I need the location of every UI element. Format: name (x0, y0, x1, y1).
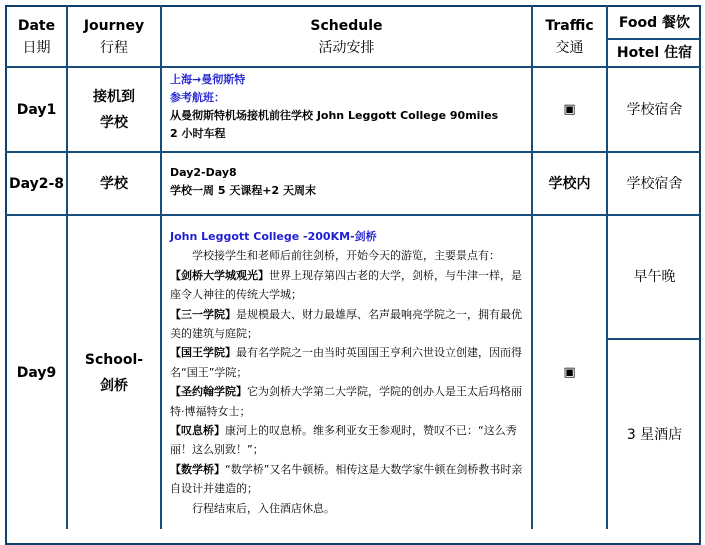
header-journey-en: Journey (83, 17, 145, 34)
day9-route: John Leggott College -200KM-剑桥 (170, 230, 377, 243)
day9-item-cambridge-key: 【剑桥大学城观光】 (170, 268, 269, 282)
day9-item-sighs (170, 421, 526, 460)
day9-item-trinity-text: 是规模最大、财力最雄厚、名声最响亮学院之一，拥有最优美的建筑与庭院； (170, 307, 522, 341)
header-schedule-zh: 活动安排 (318, 39, 375, 56)
day1-journey (68, 68, 160, 151)
day9-item-trinity-key: 【三一学院】 (170, 307, 236, 321)
day1-route: 上海→曼彻斯特 (170, 73, 246, 86)
day1-stay (608, 68, 701, 151)
header-traffic-zh: 交通 (555, 39, 584, 56)
day9-item-trinity (170, 305, 526, 344)
header-hotel-label: Hotel 住宿 (616, 45, 693, 61)
bus-icon: ▣ (563, 102, 576, 117)
header-food (608, 7, 701, 38)
bus-icon: ▣ (563, 365, 576, 380)
day2-8-date-label: Day2-8 (8, 175, 65, 192)
day2-8-courses: 学校一周 5 天课程+2 天周末 (170, 184, 317, 197)
day9-end: 行程结束后，入住酒店休息。 (192, 501, 335, 515)
day1-drive-time: 2 小时车程 (170, 127, 226, 140)
day2-8-range: Day2-Day8 (170, 166, 237, 179)
day2-8-journey (68, 153, 160, 214)
day1-date (7, 68, 66, 151)
day9-item-stjohns-text: 它为剑桥大学第二大学院，学院的创办人是王太后玛格丽特·博福特女士； (170, 385, 522, 418)
day9-item-stjohns (170, 382, 526, 421)
grid-line (160, 5, 162, 529)
day9-journey-line1: School- (84, 351, 144, 368)
day9-item-stjohns-key: 【圣约翰学院】 (170, 385, 247, 399)
day9-item-math-bridge (170, 460, 526, 499)
header-schedule-en: Schedule (310, 17, 383, 34)
day1-transfer: 从曼彻斯特机场接机前往学校 John Leggott College 90miles (170, 109, 499, 122)
day9-item-kings-text: 最有名学院之一由当时英国国王亨利六世设立创建，因而得名“国王”学院； (170, 346, 522, 379)
day9-traffic (533, 216, 606, 529)
header-traffic-en: Traffic (545, 17, 594, 34)
day1-date-label: Day1 (16, 101, 57, 118)
day9-date-label: Day9 (16, 364, 57, 381)
day9-item-math-bridge-key: 【数学桥】 (170, 462, 225, 476)
day2-8-stay-label: 学校宿舍 (626, 175, 683, 192)
day9-journey-line2: 剑桥 (100, 377, 128, 394)
day2-8-schedule (170, 164, 528, 200)
day9-hotel-label: 3 星酒店 (626, 426, 683, 443)
header-date (7, 7, 66, 66)
day9-item-math-bridge-text: “数学桥”又名牛顿桥。相传这是大数学家牛顿在剑桥教书时亲自设计并建造的； (170, 462, 523, 496)
day9-item-sighs-key: 【叹息桥】 (170, 424, 225, 438)
day9-date (7, 216, 66, 529)
header-journey-zh: 行程 (100, 39, 128, 56)
header-journey (68, 7, 160, 66)
day9-item-sighs-text: 康河上的叹息桥。维多利亚女王参观时，赞叹不已：“这么秀丽！这么别致！”； (170, 424, 517, 457)
header-date-zh: 日期 (22, 39, 51, 56)
day2-8-traffic (533, 153, 606, 214)
day9-intro: 学校接学生和老师后前往剑桥，开始今天的游览，主要景点有： (192, 249, 500, 263)
day1-traffic (533, 68, 606, 151)
day1-flight-label: 参考航班： (170, 91, 225, 104)
header-hotel (608, 40, 701, 66)
day2-8-traffic-label: 学校内 (548, 175, 591, 192)
header-food-label: Food 餐饮 (618, 14, 691, 31)
day2-8-date (7, 153, 66, 214)
day9-item-cambridge (170, 266, 526, 305)
day9-schedule (170, 227, 526, 518)
day1-schedule (170, 71, 528, 143)
header-date-en: Date (17, 17, 56, 34)
day2-8-stay (608, 153, 701, 214)
day9-hotel (608, 340, 701, 529)
day9-item-cambridge-text: 世界上现存第四古老的大学，剑桥，与牛津一样，是座令人神往的传统大学城； (170, 268, 522, 302)
day9-meals (608, 216, 701, 338)
day1-journey-line2: 学校 (100, 114, 128, 131)
header-traffic (533, 7, 606, 66)
day9-item-kings-key: 【国王学院】 (170, 346, 236, 360)
header-schedule (162, 7, 531, 66)
day1-journey-line1: 接机到 (93, 88, 135, 105)
day9-meals-label: 早午晚 (633, 269, 676, 285)
day1-stay-label: 学校宿舍 (626, 101, 683, 118)
day9-item-kings (170, 343, 526, 382)
day2-8-journey-label: 学校 (100, 175, 128, 192)
day9-journey (68, 216, 160, 529)
